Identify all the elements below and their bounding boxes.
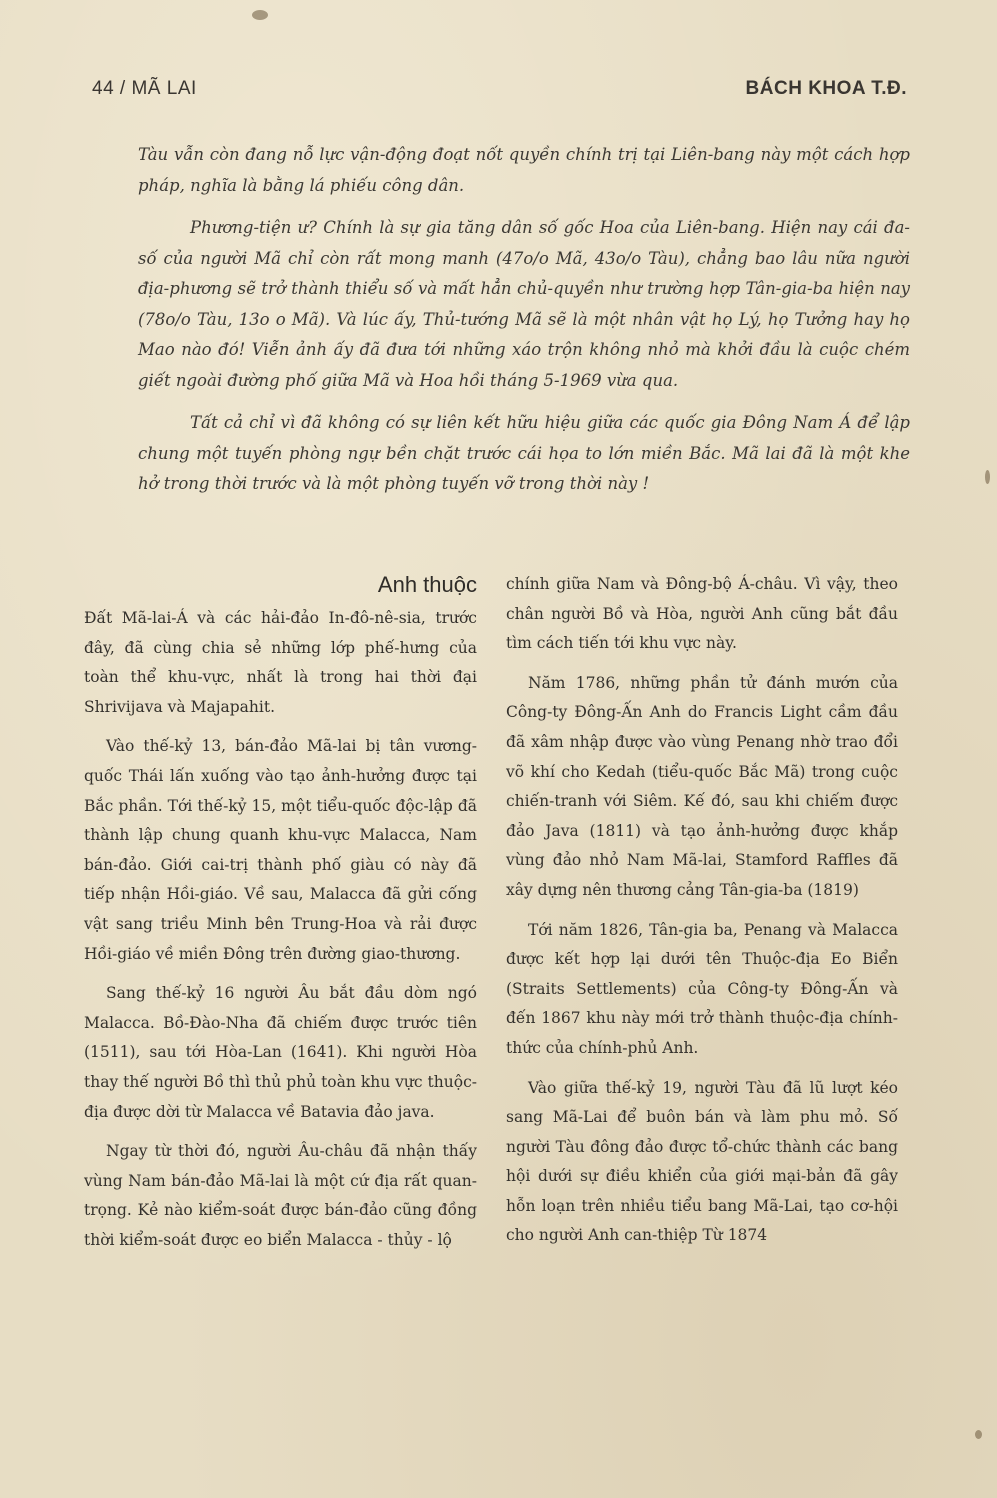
intro-paragraph-2: Phương-tiện ư? Chính là sự gia tăng dân số gốc Hoa của Liên-bang. Hiện nay cái đa-số của người Mã chỉ còn rất mong manh (47o/o Mã, 43o/o Tàu), chẳng bao lâu nữa người địa-phương sẽ trở thành thiểu số và mất hẳn chủ-quyền như trường hợp Tân-gia-ba hiện nay (78o/o Tàu, 13o o Mã). Và lúc ấy, Thủ-tướng Mã sẽ là một nhân vật họ Lý, họ Tưởng hay họ Mao nào đó! Viễn ảnh ấy đã đưa tới những xáo trộn không nhỏ mà khởi đầu là cuộc chém giết ngoài đường phố giữa Mã và Hoa hồi tháng 5-1969 vừa qua. [138, 218, 910, 390]
body-paragraph: Tới năm 1826, Tân-gia ba, Penang và Malacca được kết hợp lại dưới tên Thuộc-địa Eo Biển (Straits Settlements) của Công-ty Đông-Ấn và đến 1867 khu này mới trở thành thuộc-địa chính-thức của chính-phủ Anh. [506, 920, 898, 1057]
magazine-title: BÁCH KHOA T.Đ. [745, 78, 907, 99]
body-paragraph: chính giữa Nam và Đông-bộ Á-châu. Vì vậy, theo chân người Bồ và Hòa, người Anh cũng bắt đầu tìm cách tiến tới khu vực này. [506, 575, 898, 653]
left-column [84, 570, 477, 1265]
intro-section [138, 140, 910, 512]
paper-speck [975, 1430, 982, 1439]
body-paragraph: Vào thế-kỷ 13, bán-đảo Mã-lai bị tân vương-quốc Thái lấn xuống vào tạo ảnh-hưởng được tại Bắc phần. Tới thế-kỷ 15, một tiểu-quốc độc-lập đã thành lập chung quanh khu-vực Malacca, Nam bán-đảo. Giới cai-trị thành phố giàu có này đã tiếp nhận Hồi-giáo. Về sau, Malacca đã gửi cống vật sang triều Minh bên Trung-Hoa và rải được Hồi-giáo về miền Đông trên đường giao-thương. [84, 737, 477, 963]
page-header [92, 78, 907, 108]
intro-paragraph-1: Tàu vẫn còn đang nỗ lực vận-động đoạt nốt quyền chính trị tại Liên-bang này một cách hợp pháp, nghĩa là bằng lá phiếu công dân. [138, 145, 910, 195]
body-paragraph: Năm 1786, những phần tử đánh mướn của Công-ty Đông-Ấn Anh do Francis Light cầm đầu đã xâm nhập được vào vùng Penang nhờ trao đổi võ khí cho Kedah (tiểu-quốc Bắc Mã) trong cuộc chiến-tranh với Siêm. Kế đó, sau khi chiếm được đảo Java (1811) và tạo ảnh-hưởng được khắp vùng đảo nhỏ Nam Mã-lai, Stamford Raffles đã xây dựng nên thương cảng Tân-gia-ba (1819) [506, 673, 898, 899]
paper-speck [985, 470, 990, 484]
intro-paragraph-3: Tất cả chỉ vì đã không có sự liên kết hữu hiệu giữa các quốc gia Đông Nam Á để lập chung một tuyến phòng ngự bền chặt trước cái họa to lớn miền Bắc. Mã lai đã là một khe hở trong thời trước và là một phòng tuyến vỡ trong thời này ! [138, 413, 910, 493]
body-paragraph: Vào giữa thế-kỷ 19, người Tàu đã lũ lượt kéo sang Mã-Lai để buôn bán và làm phu mỏ. Số người Tàu đông đảo được tổ-chức thành các bang hội dưới sự điều khiển của giới mại-bản đã gây hỗn loạn trên nhiều tiểu bang Mã-Lai, tạo cơ-hội cho người Anh can-thiệp Từ 1874 [506, 1078, 898, 1245]
body-paragraph: Đất Mã-lai-Á và các hải-đảo In-đô-nê-sia, trước đây, đã cùng chia sẻ những lớp phế-hưng của toàn thể khu-vực, nhất là trong hai thời đại Shrivijava và Majapahit. [84, 609, 477, 716]
page-number-label: 44 / MÃ LAI [92, 78, 197, 99]
body-paragraph: Sang thế-kỷ 16 người Âu bắt đầu dòm ngó Malacca. Bồ-Đào-Nha đã chiếm được trước tiên (1511), sau tới Hòa-Lan (1641). Khi người Hòa thay thế người Bồ thì thủ phủ toàn khu vực thuộc-địa được dời từ Malacca về Batavia đảo java. [84, 984, 477, 1121]
body-paragraph: Ngay từ thời đó, người Âu-châu đã nhận thấy vùng Nam bán-đảo Mã-lai là một cứ địa rất quan-trọng. Kẻ nào kiểm-soát được bán-đảo cũng đồng thời kiểm-soát được eo biển Malacca - thủy - lộ [84, 1142, 477, 1249]
right-column [506, 570, 898, 1261]
section-title: Anh thuộc [377, 572, 477, 597]
paper-speck [252, 10, 268, 20]
